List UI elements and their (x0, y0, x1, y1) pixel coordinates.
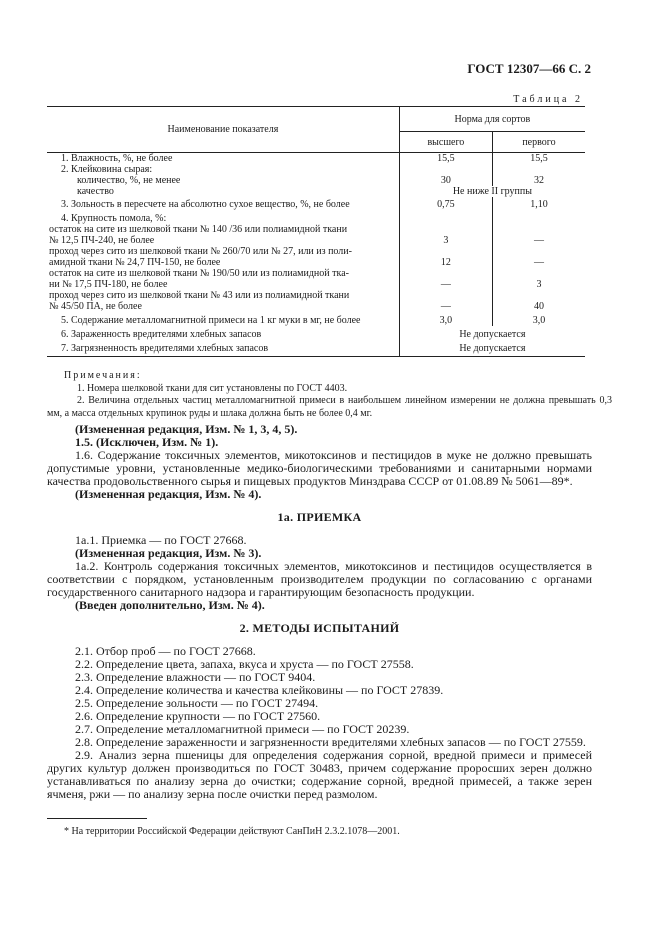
table-row: 5. Содержание металломагнитной примеси на 1 кг муки в мг, не более 3,0 3,0 (47, 312, 585, 326)
amendment-note: (Введен дополнительно, Изм. № 4). (75, 598, 265, 612)
table-caption: Таблица 2 (513, 94, 583, 105)
table-row: 6. Зараженность вредителями хлебных запасов Не допускается (47, 326, 585, 340)
footnote-divider (47, 818, 147, 819)
main-text (47, 423, 592, 801)
clause-2-8: 2.8. Определение зараженности и загрязненности вредителями хлебных запасов — по ГОСТ 27559. (75, 735, 586, 749)
note-1: 1. Номера шелковой ткани для сит установлены по ГОСТ 4403. (77, 382, 348, 394)
table-row: 4. Крупность помола, %: (47, 210, 585, 224)
clause-2-6: 2.6. Определение крупности — по ГОСТ 27560. (75, 709, 321, 723)
clause-2-1: 2.1. Отбор проб — по ГОСТ 27668. (75, 644, 256, 658)
amendment-note: (Измененная редакция, Изм. № 4). (75, 487, 262, 501)
header-grade-first: первого (492, 132, 585, 153)
amendment-note: (Измененная редакция, Изм. № 1, 3, 4, 5). (75, 422, 298, 436)
amendment-note: (Измененная редакция, Изм. № 3). (75, 546, 262, 560)
table-row: количество, %, не менее 30 32 (47, 175, 585, 186)
section-heading-test-methods: 2. МЕТОДЫ ИСПЫТАНИЙ (239, 621, 400, 635)
table-notes (47, 370, 612, 420)
note-2: 2. Величина отдельных частиц металломагнитной примеси в наибольшем линейном измерении не должна превышать 0,3 мм, а масса отдельных крупинок руды и шлака должна быть не более 0,4 мг. (47, 395, 612, 419)
clause-2-7: 2.7. Определение металломагнитной примеси — по ГОСТ 20239. (75, 722, 410, 736)
clause-2-3: 2.3. Определение влажности — по ГОСТ 9404. (75, 670, 316, 684)
table-row: остаток на сите из шелковой ткани № 140 /36 или полиамидной ткани № 12,5 ПЧ-240, не более 3 — (47, 224, 585, 246)
clause-2-5: 2.5. Определение зольности — по ГОСТ 27494. (75, 696, 319, 710)
table-row: качество Не ниже II группы (47, 186, 585, 197)
clause-2-2: 2.2. Определение цвета, запаха, вкуса и хруста — по ГОСТ 27558. (75, 657, 414, 671)
notes-title: Примечания: (64, 370, 142, 381)
table-row: 3. Зольность в пересчете на абсолютно сухое вещество, %, не более 0,75 1,10 (47, 197, 585, 210)
table-row: остаток на сите из шелковой ткани № 190/50 или из полиамидной тка- ни № 17,5 ПЧ-180, не более — 3 (47, 268, 585, 290)
document-header: ГОСТ 12307—66 С. 2 (467, 61, 591, 76)
table-row: 1. Влажность, %, не более 15,5 15,5 (47, 153, 585, 165)
clause-1-6: 1.6. Содержание токсичных элементов, микотоксинов и пестицидов в муке не должно превышать допустимые уровни, установленные медико-биологическими требованиями и санитарными нормами качества продовольственного сырья и пищевых продуктов Минздрава СССР от 01.08.89 № 5061—89*. (47, 448, 592, 488)
table-row: проход через сито из шелковой ткани № 43 или из полиамидной ткани № 45/50 ПА, не более — 40 (47, 290, 585, 312)
section-heading-acceptance: 1а. ПРИЕМКА (277, 510, 362, 524)
header-indicator: Наименование показателя (47, 107, 399, 153)
table-row: 2. Клейковина сырая: (47, 164, 585, 175)
clause-2-4: 2.4. Определение количества и качества клейковины — по ГОСТ 27839. (75, 683, 444, 697)
table-row: 7. Загрязненность вредителями хлебных запасов Не допускается (47, 340, 585, 357)
norms-table (47, 106, 585, 357)
clause-1a-1: 1а.1. Приемка — по ГОСТ 27668. (75, 533, 247, 547)
header-grade-top: высшего (399, 132, 492, 153)
clause-1-5: 1.5. (Исключен, Изм. № 1). (75, 435, 219, 449)
footnote: * На территории Российской Федерации действуют СанПиН 2.3.2.1078—2001. (64, 826, 400, 837)
clause-2-9: 2.9. Анализ зерна пшеницы для определения содержания сорной, вредной примеси и примесей других культур должен производиться по ГОСТ 30483, причем содержание проросших зерен должно устанавливаться по анализу зерна до очистки; содержание сорной, вредной примесей, а также зерен ячменя, ржи — по анализу зерна после очистки перед размолом. (47, 748, 592, 801)
table-row: проход через сито из шелковой ткани № 260/70 или № 27, или из поли- амидной ткани № 24,7 ПЧ-150, не более 12 — (47, 246, 585, 268)
clause-1a-2: 1а.2. Контроль содержания токсичных элементов, микотоксинов и пестицидов осуществляется в соответствии с порядком, установленным производителем продукции по согласованию с органами государственного санитарного надзора и гарантирующим безопасность продукции. (47, 559, 592, 599)
header-norm-group: Норма для сортов (399, 107, 585, 132)
